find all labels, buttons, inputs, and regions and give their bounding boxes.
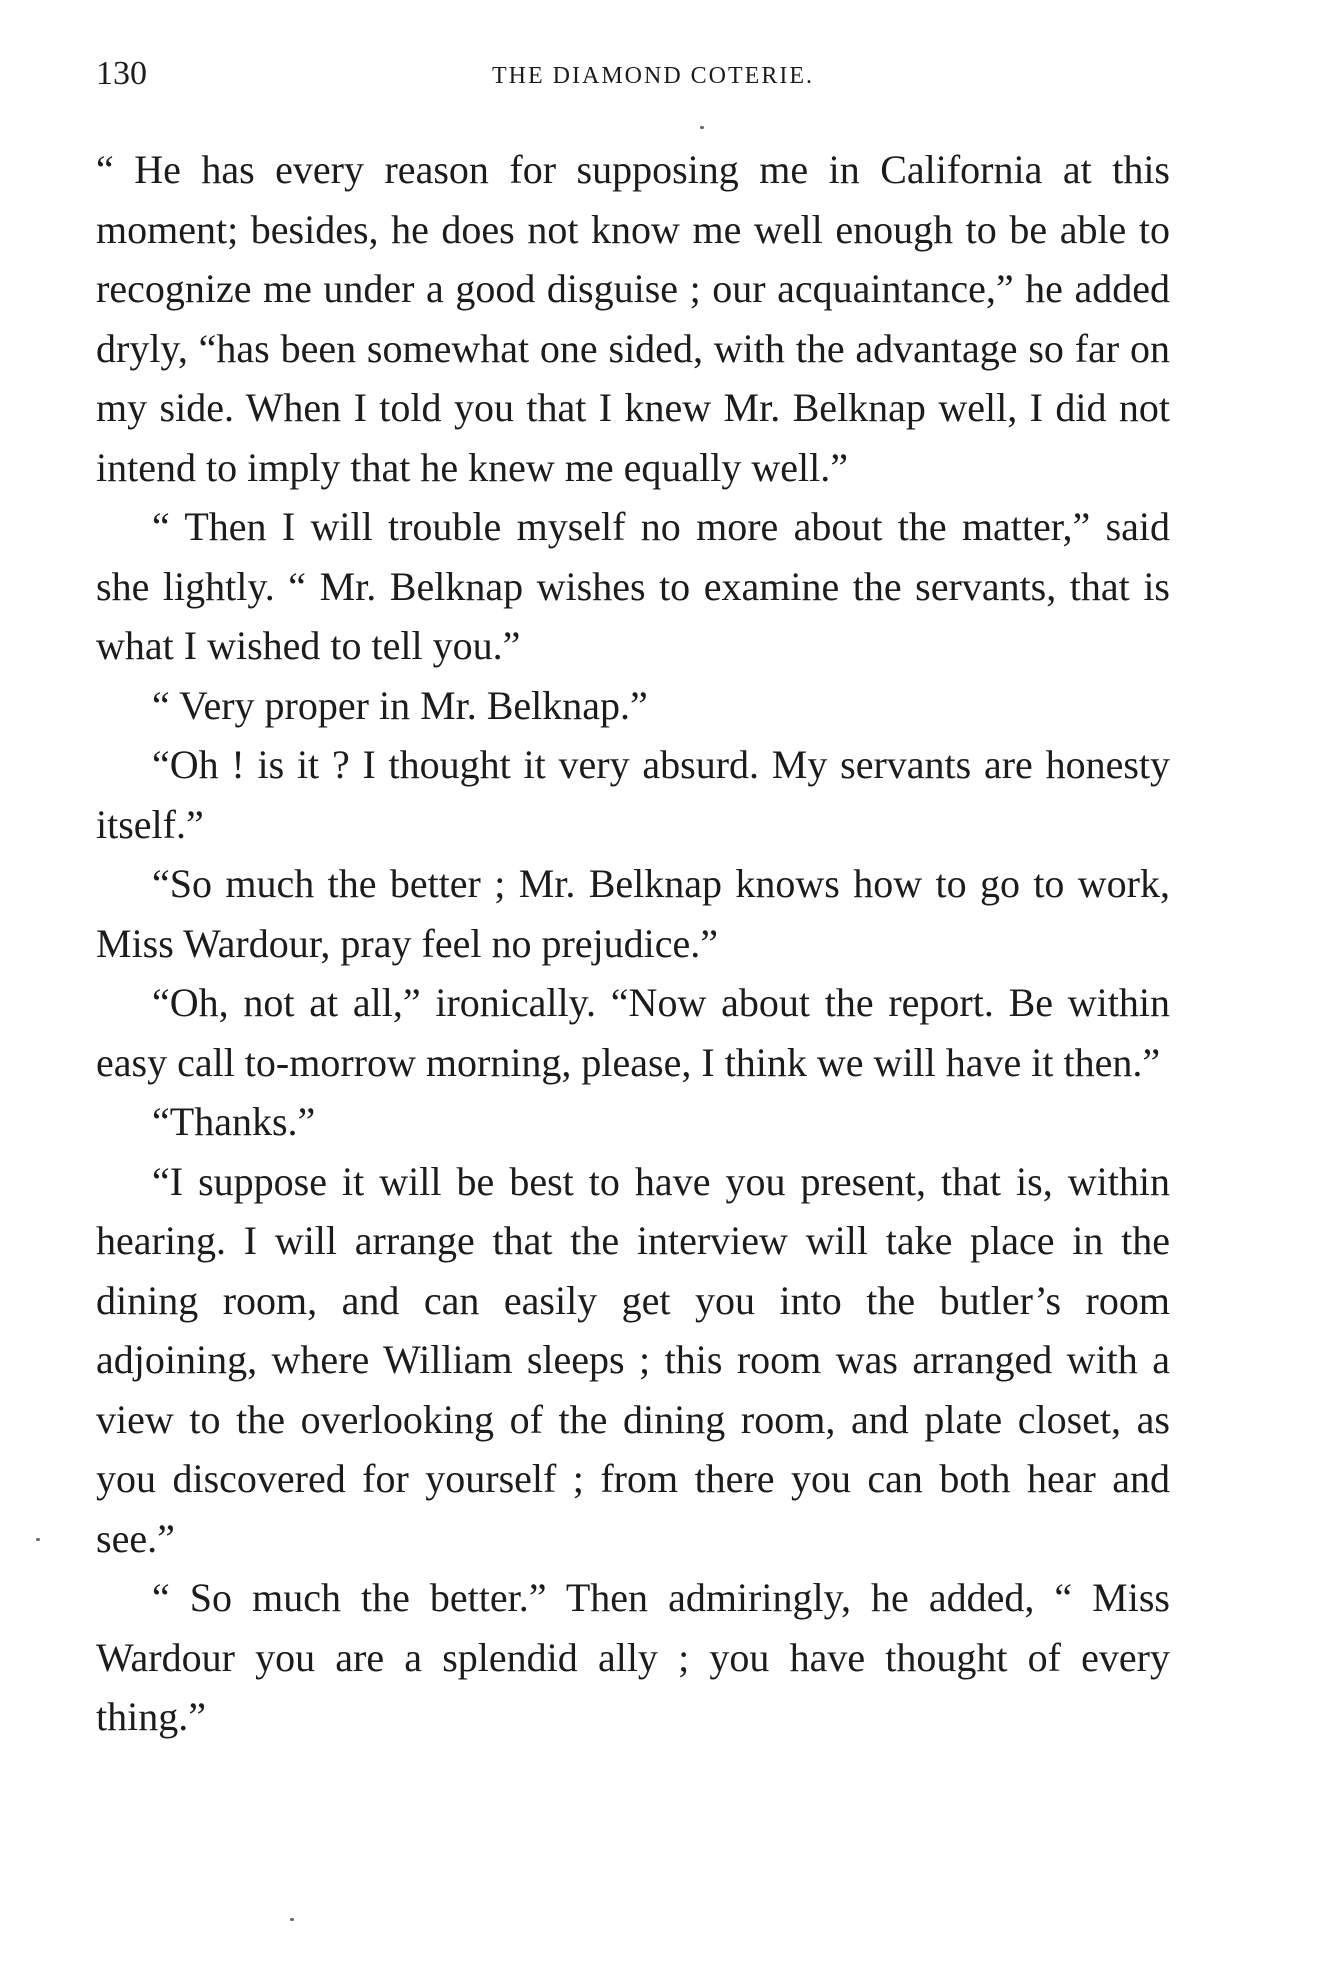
- paragraph: “ So much the better.” Then admiringly, he added, “ Miss Wardour you are a splendid ally ; you have thought of every thing.”: [96, 1575, 1170, 1739]
- paragraph: “So much the better ; Mr. Belknap knows how to go to work, Miss Wardour, pray feel no prejudice.”: [96, 861, 1170, 966]
- paragraph: “ Very proper in Mr. Belknap.”: [152, 682, 648, 728]
- paragraph: “Thanks.”: [152, 1099, 316, 1144]
- body-text: [96, 140, 1170, 1747]
- paragraph: “Oh ! is it ? I thought it very absurd. My servants are honesty itself.”: [96, 742, 1170, 847]
- paper-speck: [36, 1538, 40, 1541]
- paragraph: “ Then I will trouble myself no more about the matter,” said she lightly. “ Mr. Belknap wishes to examine the servants, that is what I wished to tell you.”: [96, 504, 1170, 668]
- paper-speck: [290, 1918, 294, 1921]
- paragraph: “I suppose it will be best to have you present, that is, within hearing. I will arrange that the interview will take place in the dining room, and can easily get you into the butler’s room adjoining, where William sleeps ; this room was arranged with a view to the overlooking of the dining room, and plate closet, as you discovered for yourself ; from there you can both hear and see.”: [96, 1158, 1170, 1561]
- paragraph: “ He has every reason for supposing me in California at this moment; besides, he does not know me well enough to be able to recognize me under a good disguise ; our acquaintance,” he added dryly, “has been somewhat one sided, with the advantage so far on my side. When I told you that I knew Mr. Belknap well, I did not intend to imply that he knew me equally well.”: [96, 147, 1170, 490]
- paragraph: “Oh, not at all,” ironically. “Now about the report. Be within easy call to-morrow morning, please, I think we will have it then.”: [96, 980, 1170, 1085]
- running-title: THE DIAMOND COTERIE.: [492, 63, 814, 89]
- page-header: [96, 52, 1170, 96]
- paper-speck: [700, 126, 704, 129]
- page-number: 130: [96, 55, 147, 92]
